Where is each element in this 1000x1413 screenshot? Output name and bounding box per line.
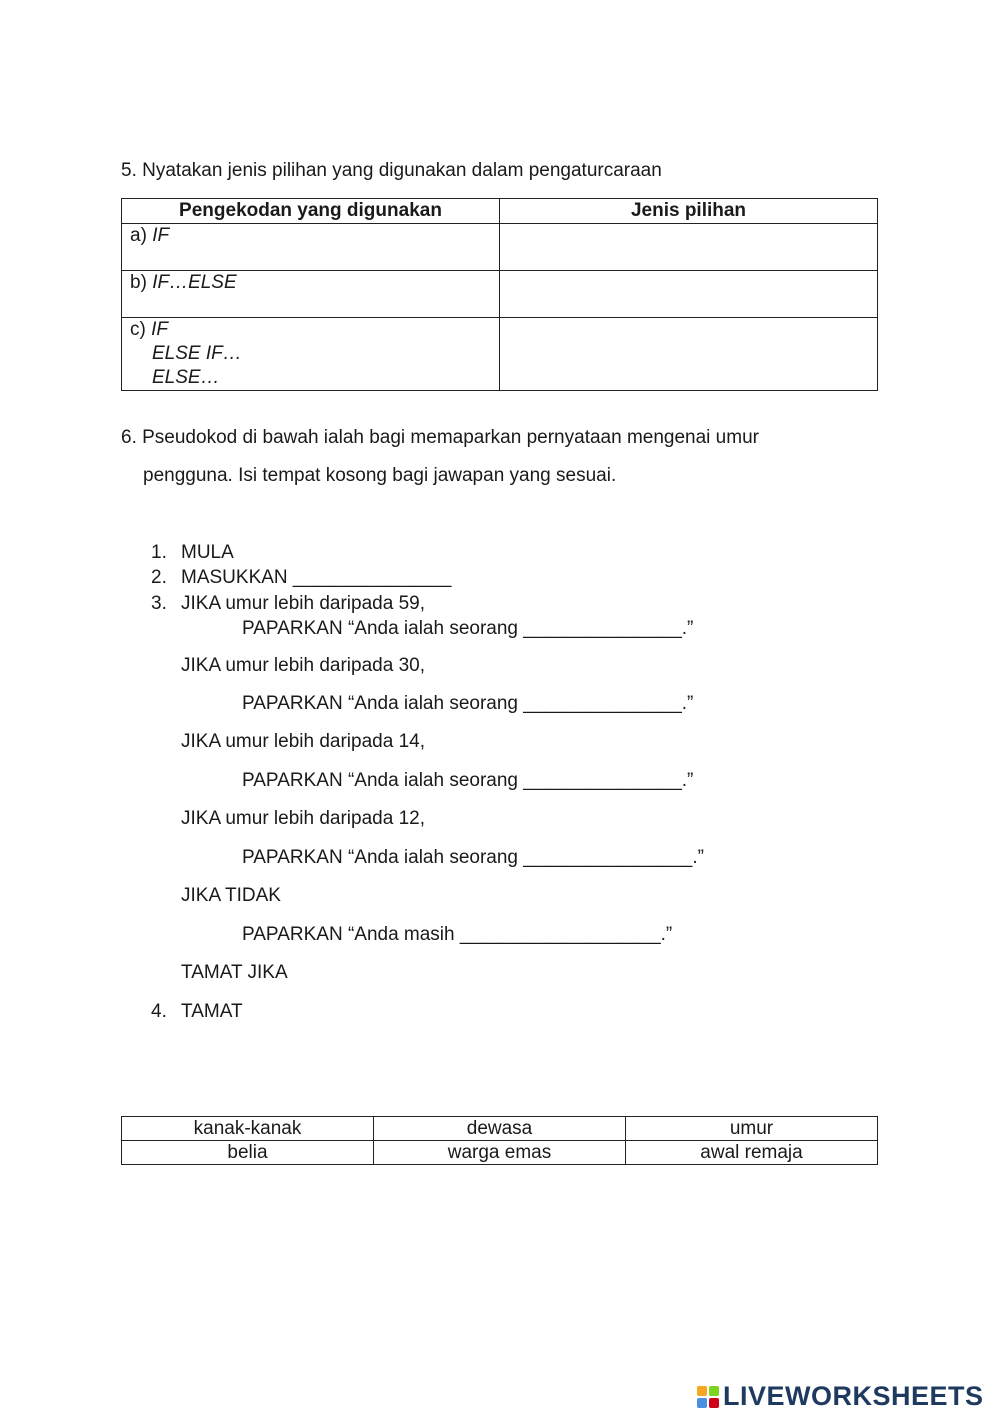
display-line-3: PAPARKAN “Anda ialah seorang _______________.” <box>242 770 694 791</box>
word-option[interactable]: warga emas <box>374 1141 626 1165</box>
display-line-5: PAPARKAN “Anda masih ___________________.” <box>242 924 673 945</box>
condition-else: JIKA TIDAK <box>181 885 281 906</box>
question-5-title: 5. Nyatakan jenis pilihan yang digunakan dalam pengaturcaraan <box>121 160 662 181</box>
display-line-2: PAPARKAN “Anda ialah seorang _______________.” <box>242 693 694 714</box>
header-choice-type: Jenis pilihan <box>500 199 878 224</box>
logo-square <box>709 1398 719 1408</box>
table-row <box>122 1141 878 1165</box>
answer-cell-a[interactable] <box>500 224 878 271</box>
code-line: IF <box>151 319 168 340</box>
table-header-row <box>122 199 878 224</box>
word-option[interactable]: awal remaja <box>626 1141 878 1165</box>
table-row <box>122 318 878 391</box>
table-row <box>122 224 878 271</box>
question-5-table <box>121 198 878 391</box>
logo-square <box>697 1386 707 1396</box>
word-option[interactable]: umur <box>626 1117 878 1141</box>
display-line-1: PAPARKAN “Anda ialah seorang _______________.” <box>242 618 694 639</box>
code-line: IF…ELSE <box>152 272 237 293</box>
condition-14: JIKA umur lebih daripada 14, <box>181 731 425 752</box>
code-line: IF <box>152 225 170 246</box>
end-if: TAMAT JIKA <box>181 962 288 983</box>
step-masukkan: MASUKKAN _______________ <box>181 567 452 588</box>
logo-mark-icon <box>697 1386 719 1408</box>
table-row <box>122 1117 878 1141</box>
code-line: ELSE… <box>152 367 220 388</box>
condition-30: JIKA umur lebih daripada 30, <box>181 655 425 676</box>
logo-text: LIVEWORKSHEETS <box>723 1381 984 1411</box>
display-line-4: PAPARKAN “Anda ialah seorang ________________.” <box>242 847 704 868</box>
code-cell-c <box>122 318 500 391</box>
logo-square <box>709 1386 719 1396</box>
liveworksheets-logo <box>697 1381 984 1412</box>
word-option[interactable]: kanak-kanak <box>122 1117 374 1141</box>
step-number: 4. <box>151 1001 167 1022</box>
word-bank-table <box>121 1116 878 1165</box>
step-number: 3. <box>151 593 167 614</box>
answer-cell-b[interactable] <box>500 271 878 318</box>
question-6-line-1: 6. Pseudokod di bawah ialah bagi memaparkan pernyataan mengenai umur <box>121 427 759 448</box>
word-option[interactable]: dewasa <box>374 1117 626 1141</box>
question-6-line-2: pengguna. Isi tempat kosong bagi jawapan yang sesuai. <box>143 465 617 486</box>
code-cell-b <box>122 271 500 318</box>
row-prefix: b) <box>130 272 153 293</box>
code-line: ELSE IF… <box>152 343 242 364</box>
step-mula: MULA <box>181 542 234 563</box>
row-prefix: a) <box>130 225 153 246</box>
logo-square <box>697 1398 707 1408</box>
row-prefix: c) <box>130 319 152 340</box>
step-number: 1. <box>151 542 167 563</box>
table-row <box>122 271 878 318</box>
word-option[interactable]: belia <box>122 1141 374 1165</box>
step-number: 2. <box>151 567 167 588</box>
condition-12: JIKA umur lebih daripada 12, <box>181 808 425 829</box>
answer-cell-c[interactable] <box>500 318 878 391</box>
code-cell-a <box>122 224 500 271</box>
header-coding: Pengekodan yang digunakan <box>122 199 500 224</box>
condition-59: JIKA umur lebih daripada 59, <box>181 593 425 614</box>
step-tamat: TAMAT <box>181 1001 243 1022</box>
